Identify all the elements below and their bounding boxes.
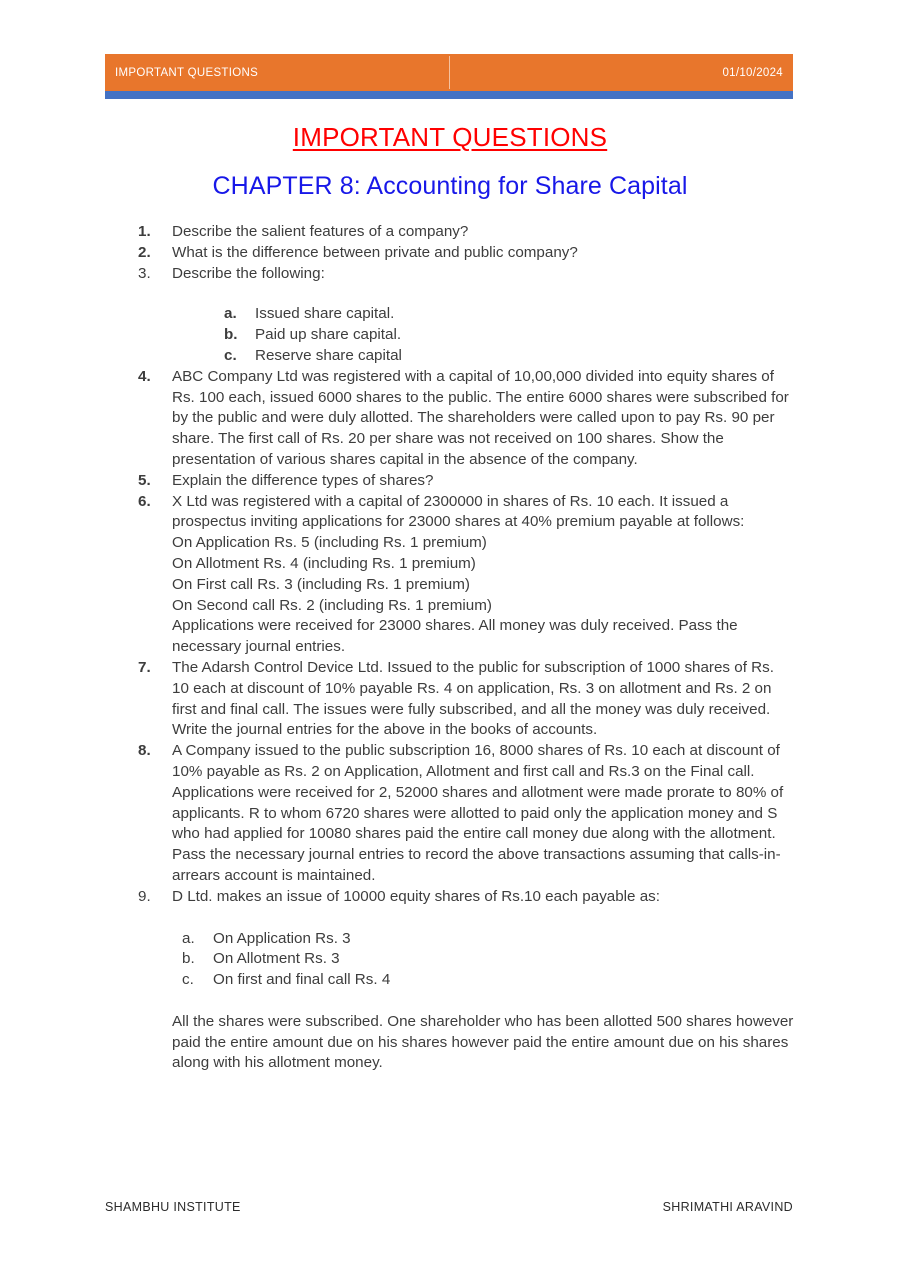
closing-paragraph: All the shares were subscribed. One shareholder who has been allotted 500 shares however paid the entire amount due on his shares however paid the entire amount due on his shares along with his allotment money.	[172, 1012, 794, 1072]
question-number: 4.	[138, 367, 151, 385]
footer-left-label: SHAMBHU INSTITUTE	[105, 1200, 241, 1214]
question-text-line: On First call Rs. 3 (including Rs. 1 premium)	[172, 575, 470, 593]
question-item	[138, 658, 795, 741]
question-item	[138, 243, 795, 264]
question-list	[0, 222, 900, 991]
question-subitem-letter: c.	[182, 971, 194, 989]
question-subitem-text: Reserve share capital	[255, 346, 402, 364]
question-subitem-letter: a.	[224, 305, 237, 323]
question-text-line: Describe the following:	[172, 264, 325, 282]
question-item	[138, 887, 795, 991]
question-item	[138, 222, 795, 243]
question-number: 6.	[138, 492, 151, 510]
question-subitem	[182, 929, 795, 950]
question-text	[172, 243, 795, 264]
question-text-line: A Company issued to the public subscription 16, 8000 shares of Rs. 10 each at discount of 10% payable as Rs. 2 on Application, Allotment and first call and Rs.3 on the Final call. Applications were received for 2, 52000 shares and allotment were made prorate to 80% of applicants. R to whom 6720 shares were allotted to paid only the application money and S who had applied for 10080 shares paid the entire call money due along with the allotment. Pass the necessary journal entries to record the above transactions assuming that calls-in-arrears account is maintained.	[172, 742, 784, 884]
question-subitem-text: Paid up share capital.	[255, 326, 402, 344]
question-text-line: Explain the difference types of shares?	[172, 471, 434, 489]
question-number: 9.	[138, 887, 151, 905]
question-number: 5.	[138, 471, 151, 489]
question-text-line: The Adarsh Control Device Ltd. Issued to the public for subscription of 1000 shares of Rs. 10 each at discount of 10% payable Rs. 4 on application, Rs. 3 on allotment and Rs. 2 on first and final call. The issues were fully subscribed, and all the money was duly received.	[172, 658, 774, 718]
question-text-line: What is the difference between private and public company?	[172, 243, 578, 261]
question-subitem	[224, 346, 795, 367]
header-title-label: IMPORTANT QUESTIONS	[115, 66, 259, 79]
question-text	[172, 367, 795, 471]
header-blue-rule	[105, 91, 793, 99]
question-subitem-text: On first and final call Rs. 4	[213, 971, 391, 989]
question-text-line: Applications were received for 23000 shares. All money was duly received. Pass the necessary journal entries.	[172, 617, 738, 656]
question-text	[172, 222, 795, 243]
question-text-line: On Second call Rs. 2 (including Rs. 1 premium)	[172, 596, 492, 614]
question-subitem	[224, 325, 795, 346]
question-item	[138, 492, 795, 658]
question-text	[172, 741, 795, 887]
question-text-line: On Allotment Rs. 4 (including Rs. 1 premium)	[172, 554, 476, 572]
header-date-label: 01/10/2024	[722, 66, 783, 79]
question-number: 8.	[138, 742, 151, 760]
question-item	[138, 741, 795, 887]
question-sublist	[224, 304, 795, 366]
question-subitem-letter: c.	[224, 346, 237, 364]
question-text	[172, 887, 795, 908]
question-item	[138, 264, 795, 367]
question-subitem-text: On Allotment Rs. 3	[213, 950, 340, 968]
question-item	[138, 367, 795, 471]
questions-content	[0, 222, 900, 1074]
question-text-line: D Ltd. makes an issue of 10000 equity shares of Rs.10 each payable as:	[172, 887, 660, 905]
question-sublist	[182, 929, 795, 991]
question-subitem	[182, 949, 795, 970]
question-text	[172, 492, 795, 658]
question-subitem	[182, 970, 795, 991]
question-text	[172, 471, 795, 492]
question-text-line: Describe the salient features of a company?	[172, 223, 469, 240]
question-text-line: ABC Company Ltd was registered with a capital of 10,00,000 divided into equity shares of Rs. 100 each, issued 6000 shares to the public. The entire 6000 shares were subscribed for by the public and were duly allotted. The shareholders were called upon to pay Rs. 90 per share. The first call of Rs. 20 per share was not received on 100 shares. Show the presentation of various shares capital in the absence of the company.	[172, 367, 789, 468]
footer-right-label: SHRIMATHI ARAVIND	[662, 1200, 793, 1214]
header-divider	[449, 56, 450, 89]
question-text-line: X Ltd was registered with a capital of 2300000 in shares of Rs. 10 each. It issued a prospectus inviting applications for 23000 shares at 40% premium payable at follows:	[172, 492, 745, 531]
question-text-line: On Application Rs. 5 (including Rs. 1 premium)	[172, 534, 487, 552]
question-subitem-letter: a.	[182, 929, 195, 947]
question-subitem	[224, 304, 795, 325]
question-text	[172, 658, 795, 741]
page-subtitle: CHAPTER 8: Accounting for Share Capital	[212, 172, 688, 200]
question-number: 1.	[138, 223, 151, 240]
question-subitem-letter: b.	[224, 326, 238, 344]
question-subitem-letter: b.	[182, 950, 195, 968]
question-item	[138, 471, 795, 492]
question-text	[172, 264, 795, 285]
question-number: 7.	[138, 658, 151, 676]
question-number: 3.	[138, 264, 151, 282]
question-subitem-text: On Application Rs. 3	[213, 929, 351, 947]
document-header-band	[105, 54, 793, 91]
question-text-line: Write the journal entries for the above in the books of accounts.	[172, 721, 598, 739]
question-subitem-text: Issued share capital.	[255, 305, 395, 323]
question-number: 2.	[138, 243, 151, 261]
page-title: IMPORTANT QUESTIONS	[292, 122, 608, 152]
document-footer	[105, 1200, 793, 1214]
